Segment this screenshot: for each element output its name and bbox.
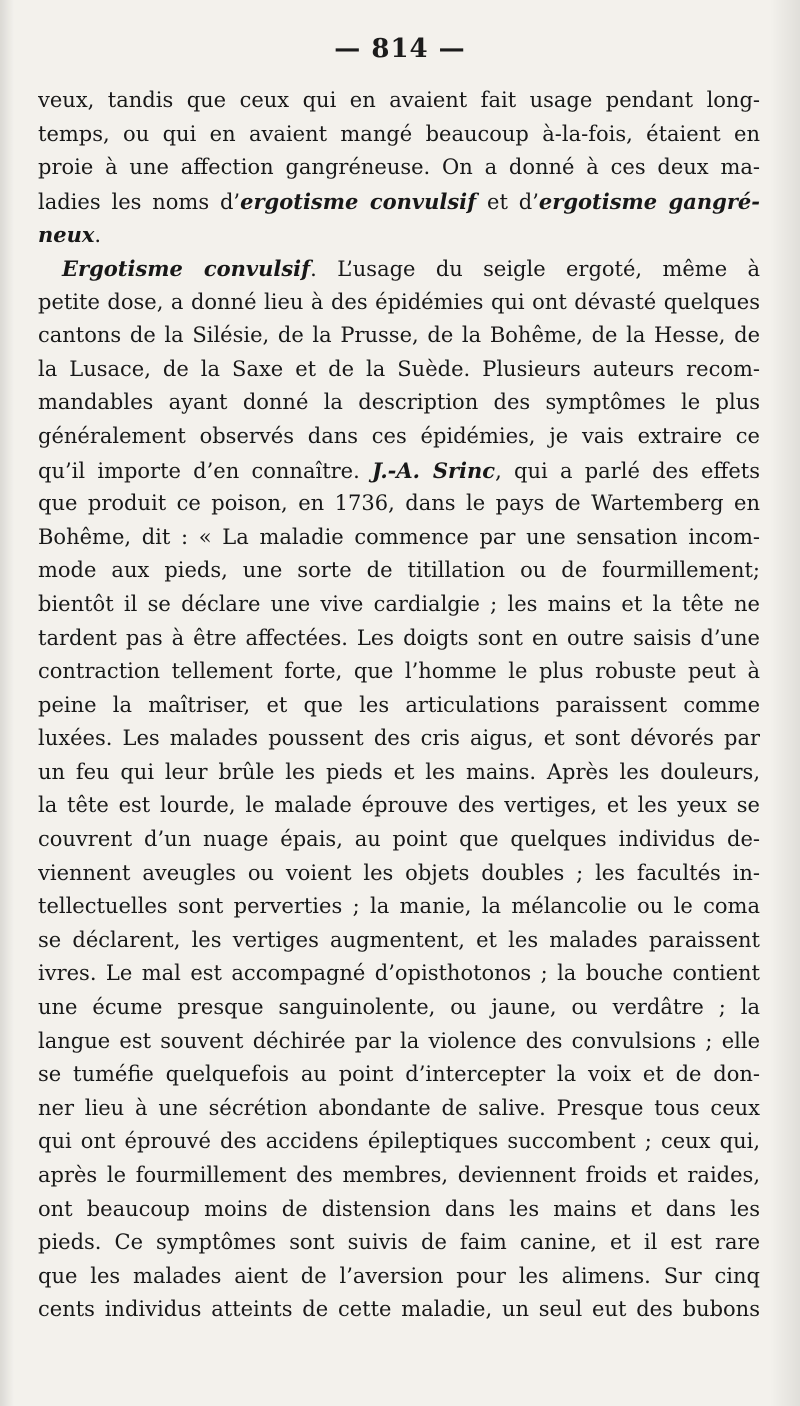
text-line xyxy=(38,1226,760,1260)
text-line xyxy=(38,588,760,622)
text-line xyxy=(38,823,760,857)
text-line xyxy=(38,118,760,152)
text-line xyxy=(38,286,760,320)
italic-term: neux xyxy=(38,222,95,248)
text-line xyxy=(38,1260,760,1294)
text-run: ont beaucoup moins de distension dans les mains et dans les xyxy=(38,1196,760,1221)
text-run: pieds. Ce symptômes sont suivis de faim canine, et il est rare xyxy=(38,1230,760,1255)
text-run: cantons de la Silésie, de la Prusse, de la Bohême, de la Hesse, de xyxy=(38,323,760,348)
text-line xyxy=(38,252,760,286)
text-line xyxy=(38,84,760,118)
text-run: que produit ce poison, en 1736, dans le pays de Wartemberg en xyxy=(38,491,760,516)
text-run: tellectuelles sont perverties ; la manie, la mélancolie ou le coma xyxy=(38,894,760,919)
text-line xyxy=(38,151,760,185)
text-run: veux, tandis que ceux qui en avaient fait usage pendant long- xyxy=(38,88,760,112)
text-run: mandables ayant donné la description des symptômes le plus xyxy=(38,390,760,415)
text-run: contraction tellement forte, que l’homme le plus robuste peut à xyxy=(38,659,760,684)
page-number: — 814 — xyxy=(334,34,466,64)
text-line xyxy=(38,622,760,656)
text-run: cents individus atteints de cette maladie, un seul eut des bubons xyxy=(38,1297,760,1322)
text-line xyxy=(38,1293,760,1327)
text-run: couvrent d’un nuage épais, au point que quelques individus de- xyxy=(38,827,760,852)
text-line xyxy=(38,420,760,454)
text-run: . xyxy=(94,223,102,248)
text-line xyxy=(38,521,760,555)
italic-term: ergotisme gangré- xyxy=(538,188,760,214)
text-run: la tête est lourde, le malade éprouve des vertiges, et les yeux se xyxy=(38,793,760,818)
text-line xyxy=(38,655,760,689)
text-line xyxy=(38,454,760,488)
italic-term: Ergotisme convulsif xyxy=(62,255,311,281)
text-run: se tuméfie quelquefois au point d’intercepter la voix et de don- xyxy=(38,1062,760,1087)
text-run: mode aux pieds, une sorte de titillation ou de fourmillement; xyxy=(38,558,760,583)
text-run: tardent pas à être affectées. Les doigts sont en outre saisis d’une xyxy=(38,625,760,650)
text-line xyxy=(38,1025,760,1059)
text-run: petite dose, a donné lieu à des épidémies qui ont dévasté quelques xyxy=(38,289,760,314)
text-run: luxées. Les malades poussent des cris aigus, et sont dévorés par xyxy=(38,726,760,751)
text-line xyxy=(38,756,760,790)
text-line xyxy=(38,1125,760,1159)
text-run: qui ont éprouvé des accidens épileptiques succombent ; ceux qui, xyxy=(38,1129,760,1154)
text-line xyxy=(38,1058,760,1092)
text-run: peine la maîtriser, et que les articulations paraissent comme xyxy=(38,692,760,717)
text-run: ladies les noms d’ xyxy=(38,189,241,214)
text-run: ner lieu à une sécrétion abondante de salive. Presque tous ceux xyxy=(38,1095,760,1120)
text-line xyxy=(38,689,760,723)
text-line xyxy=(38,991,760,1025)
text-line xyxy=(38,386,760,420)
text-run: langue est souvent déchirée par la violence des convulsions ; elle xyxy=(38,1028,760,1053)
text-run: une écume presque sanguinolente, ou jaune, ou verdâtre ; la xyxy=(38,995,760,1020)
text-line xyxy=(38,789,760,823)
italic-term: ergotisme convulsif xyxy=(240,188,477,214)
text-run: , qui a parlé des effets xyxy=(495,458,760,483)
text-run: viennent aveugles ou voient les objets doubles ; les facultés in- xyxy=(38,860,760,885)
text-run: que les malades aient de l’aversion pour les alimens. Sur cinq xyxy=(38,1263,760,1288)
text-line xyxy=(38,857,760,891)
body-text xyxy=(38,84,760,1327)
text-line xyxy=(38,722,760,756)
text-line xyxy=(38,218,760,252)
text-line xyxy=(38,487,760,521)
text-line xyxy=(38,957,760,991)
text-run: généralement observés dans ces épidémies, je vais extraire ce xyxy=(38,423,760,448)
italic-term: J.-A. Srinc xyxy=(372,457,496,483)
text-run: temps, ou qui en avaient mangé beaucoup à-la-fois, étaient en xyxy=(38,121,760,146)
text-run: la Lusace, de la Saxe et de la Suède. Plusieurs auteurs recom- xyxy=(38,356,760,381)
text-run: après le fourmillement des membres, deviennent froids et raides, xyxy=(38,1163,760,1187)
text-line xyxy=(38,1159,760,1193)
text-run: se déclarent, les vertiges augmentent, et les malades paraissent xyxy=(38,927,760,952)
text-line xyxy=(38,1092,760,1126)
text-line xyxy=(38,319,760,353)
text-run: . L’usage du seigle ergoté, même à xyxy=(310,256,760,281)
text-line xyxy=(38,924,760,958)
text-line xyxy=(38,554,760,588)
text-run: qu’il importe d’en connaître. xyxy=(38,458,373,483)
text-line xyxy=(38,185,760,219)
text-line xyxy=(38,890,760,924)
text-run: bientôt il se déclare une vive cardialgie ; les mains et la tête ne xyxy=(38,591,760,616)
text-run: ivres. Le mal est accompagné d’opisthotonos ; la bouche contient xyxy=(38,961,760,986)
text-run: proie à une affection gangréneuse. On a donné à ces deux ma- xyxy=(38,155,760,180)
text-line xyxy=(38,353,760,387)
text-run: Bohême, dit : « La maladie commence par une sensation incom- xyxy=(38,524,760,549)
text-run: un feu qui leur brûle les pieds et les mains. Après les douleurs, xyxy=(38,759,760,784)
text-line xyxy=(38,1193,760,1227)
text-run: et d’ xyxy=(476,189,539,214)
